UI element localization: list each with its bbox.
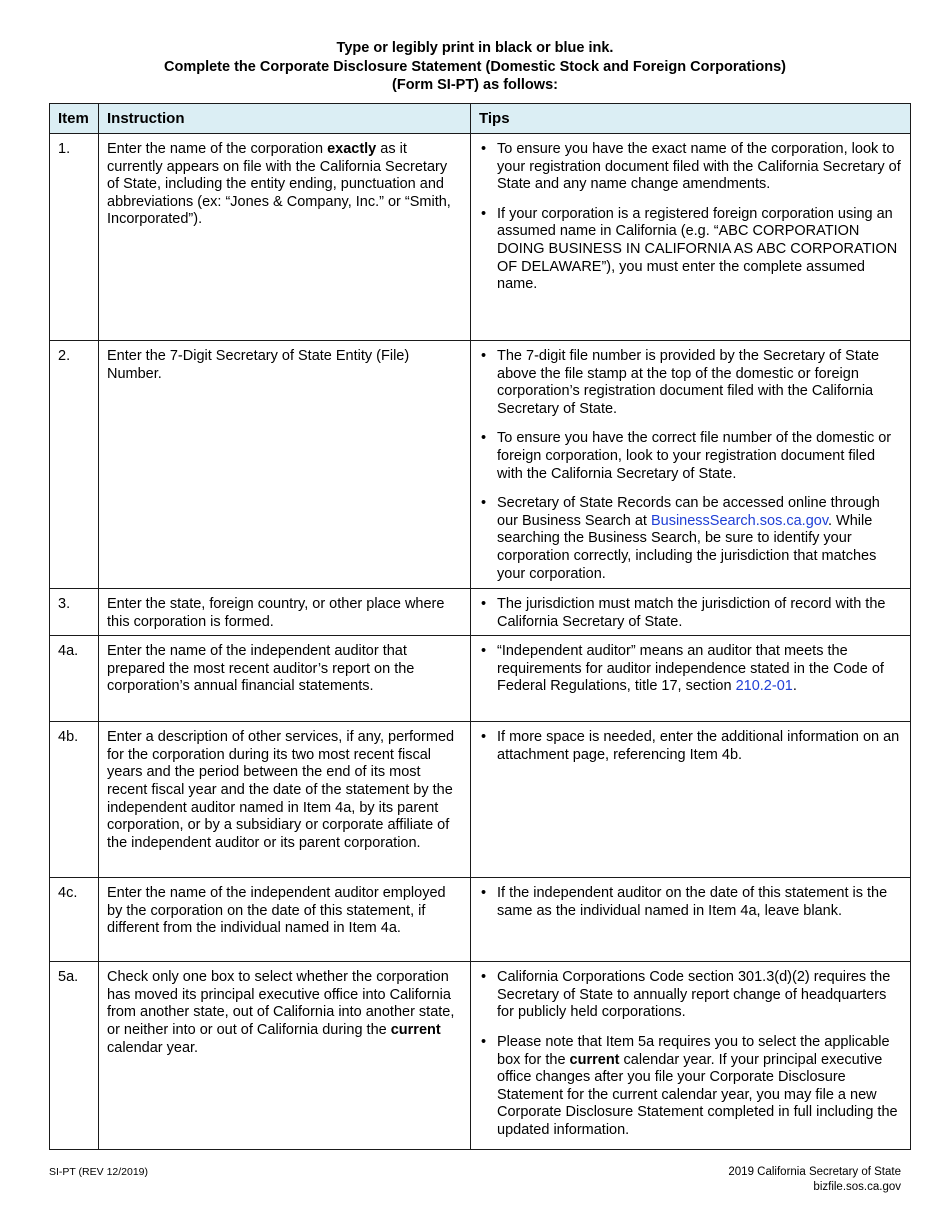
text-run: calendar year. If your principal executive office changes after you file your Corporate Disclosure Statement for the current calendar year, you may file a new Corporate Disclosure Statement completed in full including the updated information.: [497, 1051, 898, 1138]
header-instruction: Instruction: [99, 104, 471, 134]
tips-cell: [471, 341, 911, 589]
website-text: bizfile.sos.ca.gov: [813, 1181, 901, 1193]
header-line-1: Type or legibly print in black or blue ink.: [336, 40, 614, 56]
tip-item: [479, 643, 902, 696]
text-run: The jurisdiction must match the jurisdiction of record with the California Secretary of State.: [497, 596, 886, 630]
text-run: If the independent auditor on the date of this statement is the same as the individual named in Item 4a, leave blank.: [497, 885, 888, 919]
text-run: “Independent auditor” means an auditor that meets the requirements for auditor independence stated in the Code of Federal Regulations, title 17, section: [497, 643, 884, 695]
text-run: .: [792, 678, 797, 695]
text-run: Enter the name of the independent auditor that prepared the most recent auditor’s report on the corporation’s annual financial statements.: [107, 643, 415, 695]
text-run: Please note that Item 5a requires you to select the applicable box for the: [497, 1033, 890, 1068]
text-run: Secretary of State Records can be accessed online through our Business Search at: [497, 495, 880, 529]
table-row: [50, 134, 911, 341]
text-run: as it currently appears on file with the California Secretary of State, including the entity ending, punctuation and abbreviations (ex: “Jones & Company, Inc.” or “Smith, Incorporated”).: [107, 141, 451, 228]
header-tips: Tips: [471, 104, 911, 134]
instruction-cell: [99, 878, 471, 962]
emphasis-text: exactly: [327, 141, 377, 157]
item-number: 4b.: [50, 722, 99, 878]
table-row: [50, 722, 911, 878]
item-number: 4c.: [50, 878, 99, 962]
tip-item: [479, 1034, 902, 1140]
emphasis-text: current: [390, 1021, 441, 1038]
tips-list: [479, 348, 902, 583]
text-run: Check only one box to select whether the corporation has moved its principal executive office into California from another state, out of California into another state, or neither into or out of California during the: [107, 969, 455, 1038]
tips-cell: [471, 134, 911, 341]
item-number: 2.: [50, 341, 99, 589]
table-row: [50, 636, 911, 722]
external-link[interactable]: 210.2-01: [735, 678, 793, 695]
tip-item: [479, 885, 902, 920]
tips-list: [479, 969, 902, 1139]
item-number: 5a.: [50, 962, 99, 1150]
instruction-cell: [99, 962, 471, 1150]
footer-agency: [728, 1165, 901, 1195]
text-run: To ensure you have the correct file number of the domestic or foreign corporation, look to your registration document filed with the California Secretary of State.: [497, 430, 892, 482]
emphasis-text: current: [569, 1051, 620, 1068]
item-number: 1.: [50, 134, 99, 341]
table-row: [50, 962, 911, 1150]
instruction-cell: [99, 134, 471, 341]
agency-name: 2019 California Secretary of State: [728, 1166, 901, 1178]
text-run: California Corporations Code section 301.3(d)(2) requires the Secretary of State to annually report change of headquarters for publicly held corporations.: [497, 969, 891, 1021]
tip-item: [479, 495, 902, 583]
tip-item: [479, 206, 902, 294]
tips-list: [479, 729, 902, 764]
text-run: Enter the name of the corporation: [107, 141, 328, 157]
text-run: Enter the 7-Digit Secretary of State Entity (File) Number.: [107, 348, 410, 382]
tips-list: [479, 596, 902, 631]
text-run: Enter the name of the independent auditor employed by the corporation on the date of this statement, if different from the individual named in Item 4a.: [107, 885, 446, 937]
header-line-3: (Form SI-PT) as follows:: [392, 77, 558, 93]
tips-cell: [471, 962, 911, 1150]
page-header: [0, 39, 950, 95]
form-revision: SI-PT (REV 12/2019): [49, 1166, 149, 1178]
header-line-2: Complete the Corporate Disclosure Statement (Domestic Stock and Foreign Corporations): [164, 58, 786, 75]
tip-item: [479, 596, 902, 631]
tip-item: [479, 729, 902, 764]
table-row: [50, 589, 911, 636]
text-run: . While searching the Business Search, be sure to identify your corporation correctly, including the jurisdiction that matches your corporation.: [497, 512, 877, 582]
table-row: [50, 341, 911, 589]
text-run: Enter the state, foreign country, or other place where this corporation is formed.: [107, 596, 445, 630]
text-run: Enter a description of other services, if any, performed for the corporation during its two most recent fiscal years and the period between the end of its most recent fiscal year and the date of the statement by the independent auditor named in Item 4a, by its parent corporation, or by a subsidiary or corporate affiliate of the independent auditor or its parent corporation.: [107, 729, 455, 851]
instruction-cell: [99, 722, 471, 878]
tip-item: [479, 969, 902, 1022]
instructions-table: [49, 103, 911, 1150]
tip-item: [479, 348, 902, 418]
tip-item: [479, 430, 902, 483]
header-item: Item: [50, 104, 99, 134]
table-row: [50, 878, 911, 962]
text-run: If more space is needed, enter the additional information on an attachment page, referencing Item 4b.: [497, 729, 900, 763]
external-link[interactable]: BusinessSearch.sos.ca.gov: [650, 512, 828, 529]
tips-list: [479, 885, 902, 920]
table-header-row: [50, 104, 911, 134]
tips-cell: [471, 636, 911, 722]
text-run: If your corporation is a registered foreign corporation using an assumed name in California (e.g. “ABC CORPORATION DOING BUSINESS IN CALIFORNIA AS ABC CORPORATION OF DELAWARE”), you must enter the complete assumed name.: [497, 205, 898, 293]
tips-cell: [471, 722, 911, 878]
tips-cell: [471, 589, 911, 636]
instruction-cell: [99, 636, 471, 722]
item-number: 3.: [50, 589, 99, 636]
tips-list: [479, 643, 902, 696]
text-run: The 7-digit file number is provided by the Secretary of State above the file stamp at the top of the domestic or foreign corporation’s registration document filed with the California Secretary of State.: [497, 348, 880, 417]
tip-item: [479, 141, 902, 194]
instruction-cell: [99, 341, 471, 589]
text-run: calendar year.: [107, 1039, 199, 1056]
instruction-cell: [99, 589, 471, 636]
item-number: 4a.: [50, 636, 99, 722]
tips-list: [479, 141, 902, 294]
text-run: To ensure you have the exact name of the corporation, look to your registration document filed with the California Secretary of State and any name change amendments.: [497, 141, 901, 193]
tips-cell: [471, 878, 911, 962]
